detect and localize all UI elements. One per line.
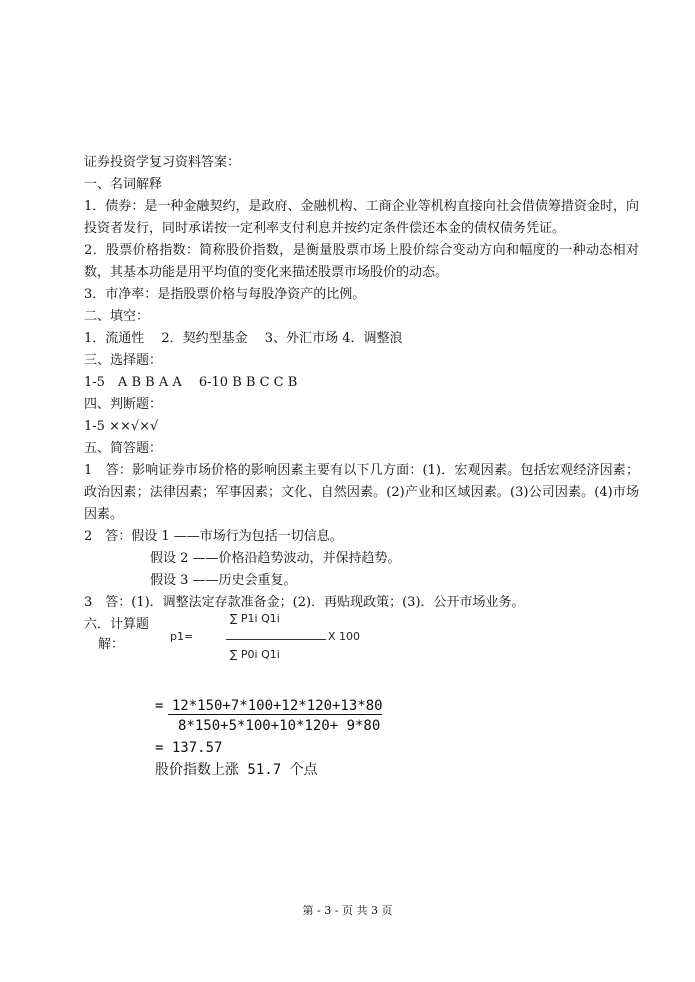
section-4-heading: 四、判断题： xyxy=(84,397,163,412)
formula-multiplier: X 100 xyxy=(328,630,361,643)
calc-fraction-bar xyxy=(168,714,382,715)
section-5-answer-3: 3 答：(1)．调整法定存款准备金；(2)．再贴现政策；(3)．公开市场业务。 xyxy=(84,595,525,610)
section-3-heading: 三、选择题： xyxy=(84,353,163,368)
section-5-answer-2-line-2: 假设 2 ——价格沿趋势波动，并保持趋势。 xyxy=(150,551,401,566)
section-6-heading: 六．计算题 xyxy=(84,617,150,632)
section-5-answer-2-line-1: 2 答：假设 1 ——市场行为包括一切信息。 xyxy=(84,529,343,544)
section-1-heading: 一、名词解释 xyxy=(84,177,163,192)
section-2-answers: 1．流通性 2．契约型基金 3、外汇市场 4．调整浪 xyxy=(84,331,403,346)
section-5-answer-1: 1 答：影响证券市场价格的影响因素主要有以下几方面：(1)．宏观因素。包括宏观经济因素；政治因素；法律因素；军事因素；文化、自然因素。(2)产业和区域因素。(3)公司因素。(4)市场因素。 xyxy=(84,463,639,522)
formula-denominator: ∑ P0i Q1i xyxy=(230,648,280,661)
formula-numerator: ∑ P1i Q1i xyxy=(230,612,280,625)
section-3-answers: 1-5 A B B A A 6-10 B B C C B xyxy=(84,375,298,390)
calc-line-1: = 12*150+7*100+12*120+13*80 xyxy=(155,698,383,714)
calc-line-2: 8*150+5*100+10*120+ 9*80 xyxy=(178,718,381,734)
solution-label: 解： xyxy=(98,637,125,652)
section-5-heading: 五、简答题： xyxy=(84,441,163,456)
section-2-heading: 二、填空： xyxy=(84,309,150,324)
calc-line-4: 股价指数上涨 51.7 个点 xyxy=(155,762,318,778)
document-title: 证券投资学复习资料答案： xyxy=(84,155,241,170)
section-5-answer-2-line-3: 假设 3 ——历史会重复。 xyxy=(150,573,297,588)
price-index-formula xyxy=(170,610,400,672)
formula-lhs: p1= xyxy=(170,630,194,643)
calc-line-3: = 137.57 xyxy=(155,740,223,756)
section-1-item-3: 3．市净率：是指股票价格与每股净资产的比例。 xyxy=(84,287,366,302)
formula-fraction-bar xyxy=(226,639,326,640)
page-footer: 第 - 3 - 页 共 3 页 xyxy=(302,904,393,917)
section-4-answers: 1-5 ××√×√ xyxy=(84,419,159,434)
section-1-item-2: 2．股票价格指数：简称股价指数，是衡量股票市场上股价综合变动方向和幅度的一种动态相对数，其基本功能是用平均值的变化来描述股票市场股价的动态。 xyxy=(84,243,639,280)
section-1-item-1: 1．债券：是一种金融契约，是政府、金融机构、工商企业等机构直接向社会借债筹措资金时，向投资者发行，同时承诺按一定利率支付利息并按约定条件偿还本金的债权债务凭证。 xyxy=(84,199,639,236)
